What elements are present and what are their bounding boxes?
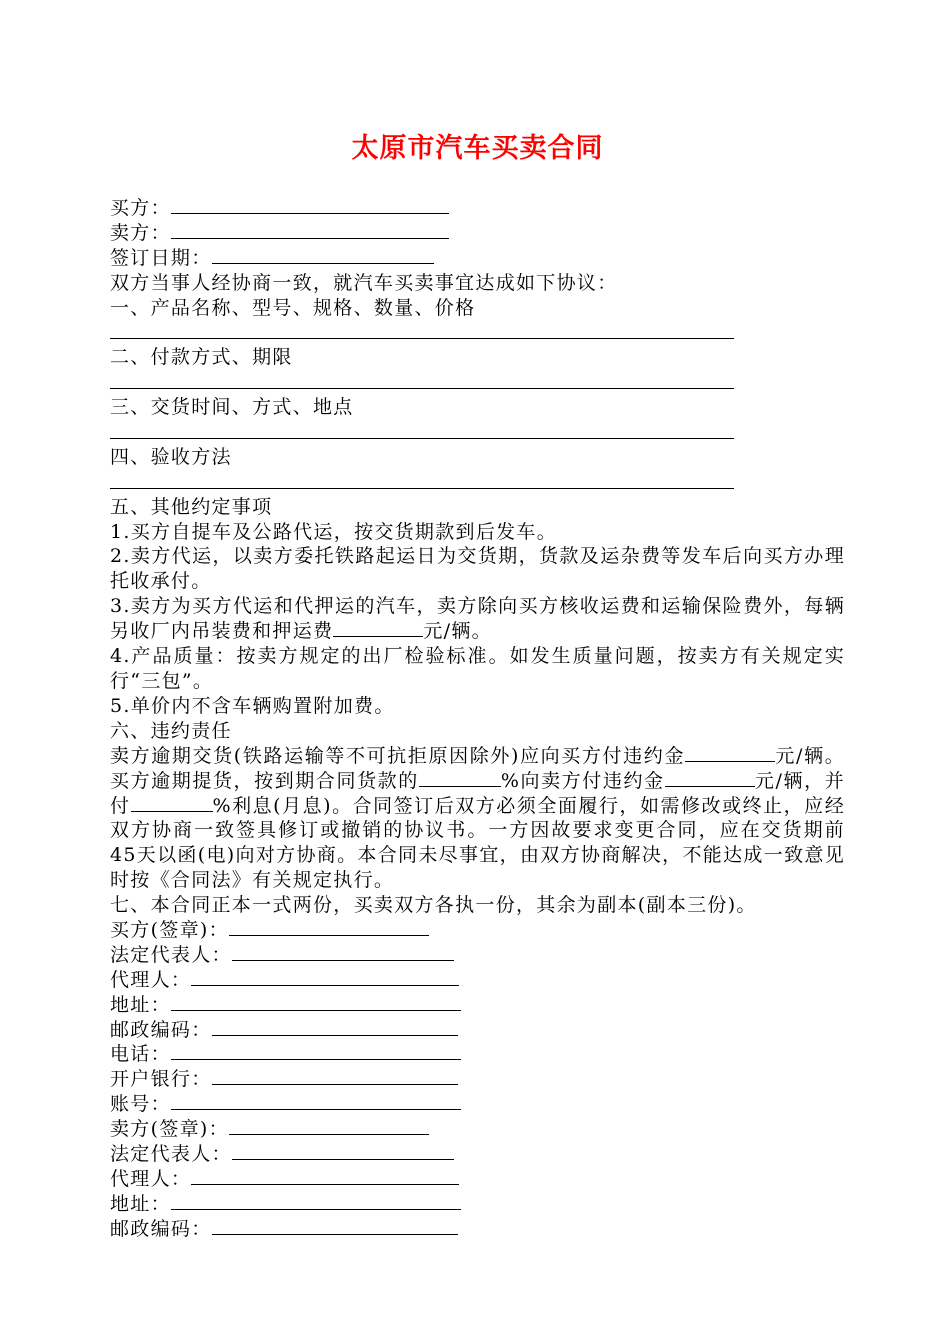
term-4: 4.产品质量：按卖方规定的出厂检验标准。如发生质量问题，按卖方有关规定实行“三包”。	[110, 645, 845, 692]
sign-date-label: 签订日期：	[110, 246, 212, 269]
seller-agent-label: 代理人：	[110, 1167, 192, 1190]
seller-address-line	[110, 1192, 845, 1217]
buyer-postcode-line	[110, 1018, 845, 1043]
liability-text-1: 卖方逾期交货(铁路运输等不可抗拒原因除外)应向买方付违约金	[110, 744, 686, 767]
percent-blank-2	[131, 794, 213, 812]
liability-text-3: %向卖方付违约金	[500, 769, 665, 792]
buyer-agent-label: 代理人：	[110, 968, 192, 991]
section-4-heading: 四、验收方法	[110, 445, 232, 468]
seller-party-label: 卖方(签章)：	[110, 1118, 229, 1141]
seller-address-blank	[171, 1192, 461, 1210]
section-5-heading: 五、其他约定事项	[110, 495, 273, 518]
buyer-legal-rep-line	[110, 943, 845, 968]
seller-legal-rep-line	[110, 1142, 845, 1167]
section-7-heading: 七、本合同正本一式两份，买卖双方各执一份，其余为副本(副本三份)。	[110, 894, 757, 917]
buyer-account-line	[110, 1092, 845, 1117]
section-3-blank	[110, 420, 845, 445]
contract-body	[110, 196, 845, 1242]
buyer-account-label: 账号：	[110, 1093, 171, 1116]
term-1: 1.买方自提车及公路代运，按交货期款到后发车。	[110, 520, 558, 543]
seller-agent-line	[110, 1167, 845, 1192]
seller-address-label: 地址：	[110, 1192, 171, 1215]
seller-label: 卖方：	[110, 221, 171, 244]
liability-paragraph	[110, 744, 845, 893]
buyer-postcode-blank	[212, 1018, 458, 1036]
buyer-blank	[171, 196, 449, 214]
buyer-address-blank	[171, 993, 461, 1011]
buyer-postcode-label: 邮政编码：	[110, 1018, 212, 1041]
buyer-bank-line	[110, 1067, 845, 1092]
seller-legal-rep-label: 法定代表人：	[110, 1143, 232, 1166]
term-3-fee-blank	[333, 619, 423, 637]
seller-party-line	[110, 1117, 845, 1142]
liability-text-5: %利息(月息)。合同签订后双方必须全面履行，如需修改或终止，应经双方协商一致签具修订或撤销的协议书。一方因故要求变更合同，应在交货期前45天以函(电)向对方协商。本合同未尽事宜，由双方协商解决，不能达成一致意见时按《合同法》有关规定执行。	[110, 794, 845, 892]
buyer-phone-line	[110, 1042, 845, 1067]
section-4-blank	[110, 470, 845, 495]
buyer-party-label: 买方(签章)：	[110, 919, 229, 942]
buyer-legal-rep-label: 法定代表人：	[110, 943, 232, 966]
seller-postcode-blank	[212, 1217, 458, 1235]
buyer-line	[110, 196, 845, 221]
buyer-address-line	[110, 993, 845, 1018]
sign-date-blank	[212, 246, 434, 264]
section-3-heading: 三、交货时间、方式、地点	[110, 396, 354, 419]
term-3-unit: 元/辆。	[423, 620, 492, 643]
term-3	[110, 594, 845, 644]
buyer-address-label: 地址：	[110, 993, 171, 1016]
seller-postcode-label: 邮政编码：	[110, 1217, 212, 1240]
buyer-agent-line	[110, 968, 845, 993]
seller-agent-blank	[191, 1167, 459, 1185]
liability-text-2: 元/辆。买方逾期提货，按到期合同货款的	[110, 744, 845, 792]
buyer-phone-label: 电话：	[110, 1043, 171, 1066]
section-2-blank	[110, 370, 845, 395]
term-2: 2.卖方代运，以卖方委托铁路起运日为交货期，货款及运杂费等发车后向买方办理托收承付。	[110, 545, 845, 593]
buyer-party-line	[110, 918, 845, 943]
buyer-bank-blank	[212, 1067, 458, 1085]
buyer-legal-rep-blank	[232, 943, 454, 961]
section-1-heading: 一、产品名称、型号、规格、数量、价格	[110, 296, 476, 319]
seller-legal-rep-blank	[232, 1142, 454, 1160]
seller-line	[110, 221, 845, 246]
sign-date-line	[110, 246, 845, 271]
buyer-bank-label: 开户银行：	[110, 1068, 212, 1091]
section-2-heading: 二、付款方式、期限	[110, 346, 293, 369]
seller-party-blank	[229, 1117, 429, 1135]
penalty-blank-2	[665, 769, 755, 787]
intro-text: 双方当事人经协商一致，就汽车买卖事宜达成如下协议：	[110, 271, 618, 294]
section-6-heading: 六、违约责任	[110, 719, 232, 742]
term-3-text: 3.卖方为买方代运和代押运的汽车，卖方除向买方核收运费和运输保险费外，每辆另收厂内吊装费和押运费	[110, 595, 845, 643]
buyer-phone-blank	[171, 1042, 461, 1060]
buyer-label: 买方：	[110, 197, 171, 219]
buyer-account-blank	[171, 1092, 461, 1110]
buyer-party-blank	[229, 918, 429, 936]
liability-text-4: 元/辆，并付	[110, 769, 845, 817]
seller-blank	[171, 221, 449, 239]
buyer-agent-blank	[191, 968, 459, 986]
document-title: 太原市汽车买卖合同	[351, 133, 604, 164]
penalty-blank-1	[685, 744, 775, 762]
section-1-blank	[110, 320, 845, 345]
term-5: 5.单价内不含车辆购置附加费。	[110, 694, 395, 717]
percent-blank-1	[419, 769, 501, 787]
seller-postcode-line	[110, 1217, 845, 1242]
